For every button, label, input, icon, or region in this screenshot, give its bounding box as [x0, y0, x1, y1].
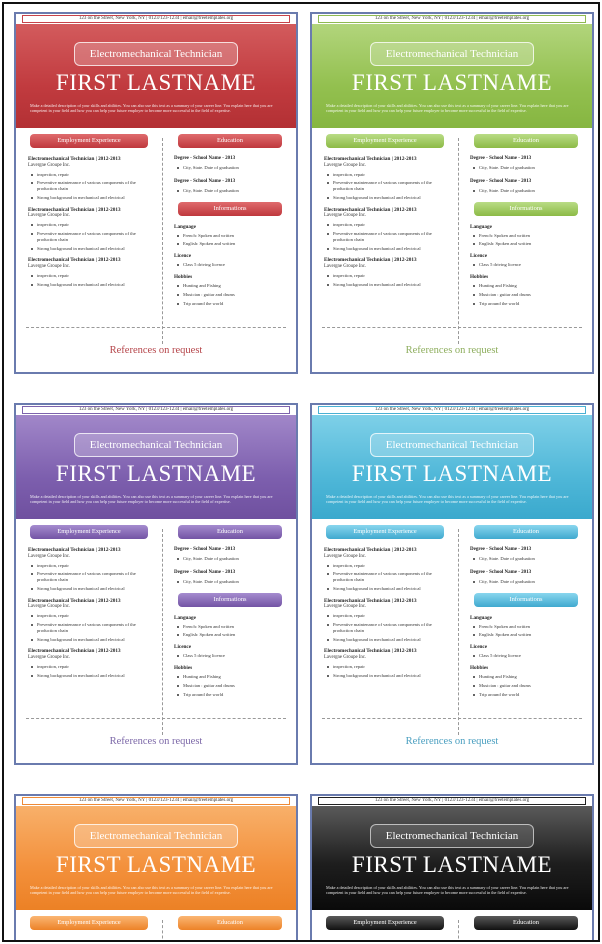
job-entry [28, 257, 156, 287]
hobby-item: Hunting and Fishing [174, 674, 290, 680]
job-bullet: Strong background in mechanical and electrical [324, 282, 452, 288]
education-column [174, 914, 290, 938]
contact-line: 123 on the Street, New York, NY | 0123/123-1234 | email@freetemplates.org [22, 797, 290, 805]
hobby-item: Trip around the world [470, 301, 586, 307]
hobby-item: Musician : guitar and drums [470, 683, 586, 689]
informations-heading: Informations [474, 202, 578, 216]
candidate-name: FIRST LASTNAME [55, 461, 257, 486]
experience-column [28, 132, 156, 293]
education-column [174, 523, 290, 697]
experience-column [324, 523, 452, 684]
education-detail: City, State. Date of graduation [174, 556, 290, 562]
summary-text: Make a detailed description of your skills and abilities. You can also use this text as a summary of your career line. You explain here that you are competent in your field and how you can help your future employer to become more successful in the field of expertise. [326, 494, 569, 505]
education-heading: Education [474, 134, 578, 148]
experience-heading: Employment Experience [30, 916, 148, 930]
column-divider [458, 920, 459, 942]
hobby-item: Musician : guitar and drums [174, 683, 290, 689]
education-detail: City, State. Date of graduation [174, 188, 290, 194]
education-column [470, 914, 586, 938]
job-bullet: Strong background in mechanical and electrical [28, 637, 156, 643]
job-entry-title: Electromechanical Technician | 2012-2013 [324, 547, 417, 553]
language-item: English: Spoken and written [470, 241, 586, 247]
header-band [16, 24, 296, 128]
resume-template-black[interactable] [310, 794, 594, 942]
job-bullet: Preventive maintenance of various components of the production chain [324, 571, 452, 583]
education-detail: City, State. Date of graduation [470, 188, 586, 194]
experience-column [28, 914, 156, 938]
experience-heading: Employment Experience [326, 134, 444, 148]
references-divider [322, 327, 582, 328]
references-note: References on request [109, 345, 203, 356]
candidate-name: FIRST LASTNAME [55, 852, 257, 877]
job-entry-title: Electromechanical Technician | 2012-2013 [28, 257, 121, 264]
candidate-name: FIRST LASTNAME [351, 461, 553, 486]
language-item: French: Spoken and written [470, 233, 586, 239]
hobbies-label: Hobbies [470, 273, 489, 280]
hobby-item: Musician : guitar and drums [470, 292, 586, 298]
job-entry-title: Electromechanical Technician | 2012-2013 [28, 597, 121, 604]
hobby-item: Musician : guitar and drums [174, 292, 290, 298]
job-entry-company: Lavergne Groupe Inc. [324, 604, 367, 610]
job-entry [28, 156, 156, 201]
job-entry-title: Electromechanical Technician | 2012-2013 [324, 156, 417, 162]
job-title: Electromechanical Technician [74, 824, 238, 848]
job-title: Electromechanical Technician [370, 824, 534, 848]
job-entry-company: Lavergne Groupe Inc. [28, 654, 71, 660]
column-divider [458, 138, 459, 344]
job-entry [28, 598, 156, 643]
education-detail: City, State. Date of graduation [470, 556, 586, 562]
hobby-item: Hunting and Fishing [174, 283, 290, 289]
licence-item: Class 5 driving licence [470, 262, 586, 268]
resume-body [312, 523, 592, 735]
job-entry-company: Lavergne Groupe Inc. [28, 162, 71, 168]
language-item: English: Spoken and written [174, 632, 290, 638]
job-entry [324, 156, 452, 201]
job-entry-company: Lavergne Groupe Inc. [324, 213, 367, 219]
education-degree: Degree - School Name - 2013 [470, 178, 532, 184]
language-label: Language [470, 223, 492, 230]
candidate-name: FIRST LASTNAME [351, 70, 553, 95]
job-entry-company: Lavergne Groupe Inc. [324, 553, 367, 559]
licence-item: Class 5 driving licence [470, 653, 586, 659]
job-entry-title: Electromechanical Technician | 2012-2013 [28, 156, 121, 162]
resume-template-blue[interactable] [310, 403, 594, 765]
references-note: References on request [405, 736, 499, 747]
education-detail: City, State. Date of graduation [174, 579, 290, 585]
job-entry-title: Electromechanical Technician | 2012-2013 [324, 206, 417, 213]
job-bullet: Strong background in mechanical and electrical [28, 586, 156, 592]
job-bullet: Strong background in mechanical and electrical [28, 246, 156, 252]
job-bullet: Strong background in mechanical and electrical [28, 195, 156, 201]
job-bullet: Preventive maintenance of various components of the production chain [28, 231, 156, 243]
resume-template-green[interactable] [310, 12, 594, 374]
contact-line: 123 on the Street, New York, NY | 0123/123-1234 | email@freetemplates.org [318, 797, 586, 805]
job-bullet: Preventive maintenance of various components of the production chain [324, 231, 452, 243]
education-column [470, 132, 586, 306]
hobby-item: Hunting and Fishing [470, 674, 586, 680]
experience-heading: Employment Experience [326, 916, 444, 930]
education-degree: Degree - School Name - 2013 [470, 547, 532, 552]
language-item: French: Spoken and written [174, 624, 290, 630]
education-detail: City, State. Date of graduation [470, 165, 586, 171]
contact-line: 123 on the Street, New York, NY | 0123/123-1234 | email@freetemplates.org [22, 15, 290, 23]
job-bullet: Preventive maintenance of various components of the production chain [28, 571, 156, 583]
job-title: Electromechanical Technician [74, 42, 238, 66]
informations-heading: Informations [178, 593, 282, 607]
licence-label: Licence [174, 253, 191, 260]
education-degree: Degree - School Name - 2013 [174, 569, 236, 575]
language-label: Language [174, 614, 196, 621]
language-item: English: Spoken and written [470, 632, 586, 638]
column-divider [458, 529, 459, 735]
references-divider [26, 327, 286, 328]
experience-column [324, 132, 452, 293]
references-divider [26, 718, 286, 719]
job-bullet: inspection, repair [28, 273, 156, 279]
job-entry-title: Electromechanical Technician | 2012-2013 [324, 257, 417, 264]
job-entry [324, 257, 452, 287]
education-heading: Education [178, 525, 282, 539]
education-column [470, 523, 586, 697]
job-entry [324, 648, 452, 678]
job-bullet: Preventive maintenance of various components of the production chain [324, 180, 452, 192]
job-bullet: Strong background in mechanical and electrical [28, 282, 156, 288]
job-bullet: inspection, repair [28, 613, 156, 619]
education-degree: Degree - School Name - 2013 [174, 156, 236, 161]
job-entry [28, 547, 156, 592]
licence-label: Licence [470, 644, 487, 651]
job-entry-company: Lavergne Groupe Inc. [28, 213, 71, 219]
job-bullet: inspection, repair [324, 664, 452, 670]
resume-body [16, 523, 296, 735]
header-band [16, 415, 296, 519]
job-bullet: Strong background in mechanical and electrical [28, 673, 156, 679]
header-band [312, 24, 592, 128]
column-divider [162, 920, 163, 942]
education-detail: City, State. Date of graduation [470, 579, 586, 585]
job-entry [28, 207, 156, 252]
contact-line: 123 on the Street, New York, NY | 0123/123-1234 | email@freetemplates.org [318, 15, 586, 23]
education-column [174, 132, 290, 306]
hobby-item: Trip around the world [174, 692, 290, 698]
job-bullet: Preventive maintenance of various components of the production chain [28, 180, 156, 192]
job-bullet: inspection, repair [324, 273, 452, 279]
language-label: Language [174, 223, 196, 230]
job-title: Electromechanical Technician [74, 433, 238, 457]
job-entry-title: Electromechanical Technician | 2012-2013 [324, 648, 417, 655]
job-entry [324, 598, 452, 643]
licence-label: Licence [174, 644, 191, 651]
job-entry-title: Electromechanical Technician | 2012-2013 [28, 206, 121, 213]
licence-label: Licence [470, 253, 487, 260]
job-bullet: Preventive maintenance of various components of the production chain [28, 622, 156, 634]
summary-text: Make a detailed description of your skills and abilities. You can also use this text as a summary of your career line. You explain here that you are competent in your field and how you can help your future employer to become more successful in the field of expertise. [30, 494, 273, 505]
job-entry-title: Electromechanical Technician | 2012-2013 [324, 597, 417, 604]
job-entry-title: Electromechanical Technician | 2012-2013 [28, 547, 121, 553]
candidate-name: FIRST LASTNAME [55, 70, 257, 95]
language-item: French: Spoken and written [174, 233, 290, 239]
candidate-name: FIRST LASTNAME [351, 852, 553, 877]
job-entry [324, 547, 452, 592]
resume-body [16, 914, 296, 942]
references-note: References on request [405, 345, 499, 356]
job-entry [324, 207, 452, 252]
education-heading: Education [474, 916, 578, 930]
resume-template-purple[interactable] [14, 403, 298, 765]
template-gallery [2, 2, 600, 942]
language-item: French: Spoken and written [470, 624, 586, 630]
hobbies-label: Hobbies [174, 273, 193, 280]
job-entry-company: Lavergne Groupe Inc. [324, 654, 367, 660]
education-degree: Degree - School Name - 2013 [174, 547, 236, 552]
references-divider [322, 718, 582, 719]
hobbies-label: Hobbies [470, 664, 489, 671]
summary-text: Make a detailed description of your skills and abilities. You can also use this text as a summary of your career line. You explain here that you are competent in your field and how you can help your future employer to become more successful in the field of expertise. [30, 885, 273, 896]
job-bullet: Strong background in mechanical and electrical [324, 195, 452, 201]
education-degree: Degree - School Name - 2013 [470, 569, 532, 575]
resume-body [16, 132, 296, 344]
job-entry [28, 648, 156, 678]
resume-body [312, 914, 592, 942]
education-heading: Education [178, 134, 282, 148]
experience-column [324, 914, 452, 938]
job-bullet: Strong background in mechanical and electrical [324, 673, 452, 679]
education-degree: Degree - School Name - 2013 [470, 156, 532, 161]
job-bullet: inspection, repair [324, 172, 452, 178]
experience-column [28, 523, 156, 684]
job-bullet: Preventive maintenance of various components of the production chain [324, 622, 452, 634]
job-bullet: Strong background in mechanical and electrical [324, 637, 452, 643]
job-entry-company: Lavergne Groupe Inc. [324, 263, 367, 269]
informations-heading: Informations [178, 202, 282, 216]
language-item: English: Spoken and written [174, 241, 290, 247]
references-note: References on request [109, 736, 203, 747]
licence-item: Class 5 driving licence [174, 653, 290, 659]
job-bullet: inspection, repair [28, 664, 156, 670]
job-entry-company: Lavergne Groupe Inc. [28, 553, 71, 559]
job-bullet: inspection, repair [28, 222, 156, 228]
resume-body [312, 132, 592, 344]
summary-text: Make a detailed description of your skills and abilities. You can also use this text as a summary of your career line. You explain here that you are competent in your field and how you can help your future employer to become more successful in the field of expertise. [326, 103, 569, 114]
header-band [312, 806, 592, 910]
job-bullet: Strong background in mechanical and electrical [324, 586, 452, 592]
job-bullet: inspection, repair [324, 563, 452, 569]
job-entry-title: Electromechanical Technician | 2012-2013 [28, 648, 121, 655]
summary-text: Make a detailed description of your skills and abilities. You can also use this text as a summary of your career line. You explain here that you are competent in your field and how you can help your future employer to become more successful in the field of expertise. [30, 103, 273, 114]
education-detail: City, State. Date of graduation [174, 165, 290, 171]
job-entry-company: Lavergne Groupe Inc. [28, 263, 71, 269]
job-bullet: inspection, repair [28, 563, 156, 569]
experience-heading: Employment Experience [326, 525, 444, 539]
job-bullet: Strong background in mechanical and electrical [324, 246, 452, 252]
header-band [16, 806, 296, 910]
summary-text: Make a detailed description of your skills and abilities. You can also use this text as a summary of your career line. You explain here that you are competent in your field and how you can help your future employer to become more successful in the field of expertise. [326, 885, 569, 896]
experience-heading: Employment Experience [30, 525, 148, 539]
job-bullet: inspection, repair [324, 613, 452, 619]
resume-template-orange[interactable] [14, 794, 298, 942]
job-title: Electromechanical Technician [370, 42, 534, 66]
experience-heading: Employment Experience [30, 134, 148, 148]
header-band [312, 415, 592, 519]
hobbies-label: Hobbies [174, 664, 193, 671]
contact-line: 123 on the Street, New York, NY | 0123/123-1234 | email@freetemplates.org [318, 406, 586, 414]
column-divider [162, 138, 163, 344]
job-entry-company: Lavergne Groupe Inc. [28, 604, 71, 610]
education-degree: Degree - School Name - 2013 [174, 178, 236, 184]
hobby-item: Trip around the world [470, 692, 586, 698]
language-label: Language [470, 614, 492, 621]
column-divider [162, 529, 163, 735]
education-heading: Education [474, 525, 578, 539]
contact-line: 123 on the Street, New York, NY | 0123/123-1234 | email@freetemplates.org [22, 406, 290, 414]
education-heading: Education [178, 916, 282, 930]
job-bullet: inspection, repair [28, 172, 156, 178]
hobby-item: Hunting and Fishing [470, 283, 586, 289]
job-bullet: inspection, repair [324, 222, 452, 228]
job-title: Electromechanical Technician [370, 433, 534, 457]
licence-item: Class 5 driving licence [174, 262, 290, 268]
job-entry-company: Lavergne Groupe Inc. [324, 162, 367, 168]
hobby-item: Trip around the world [174, 301, 290, 307]
informations-heading: Informations [474, 593, 578, 607]
resume-template-red[interactable] [14, 12, 298, 374]
